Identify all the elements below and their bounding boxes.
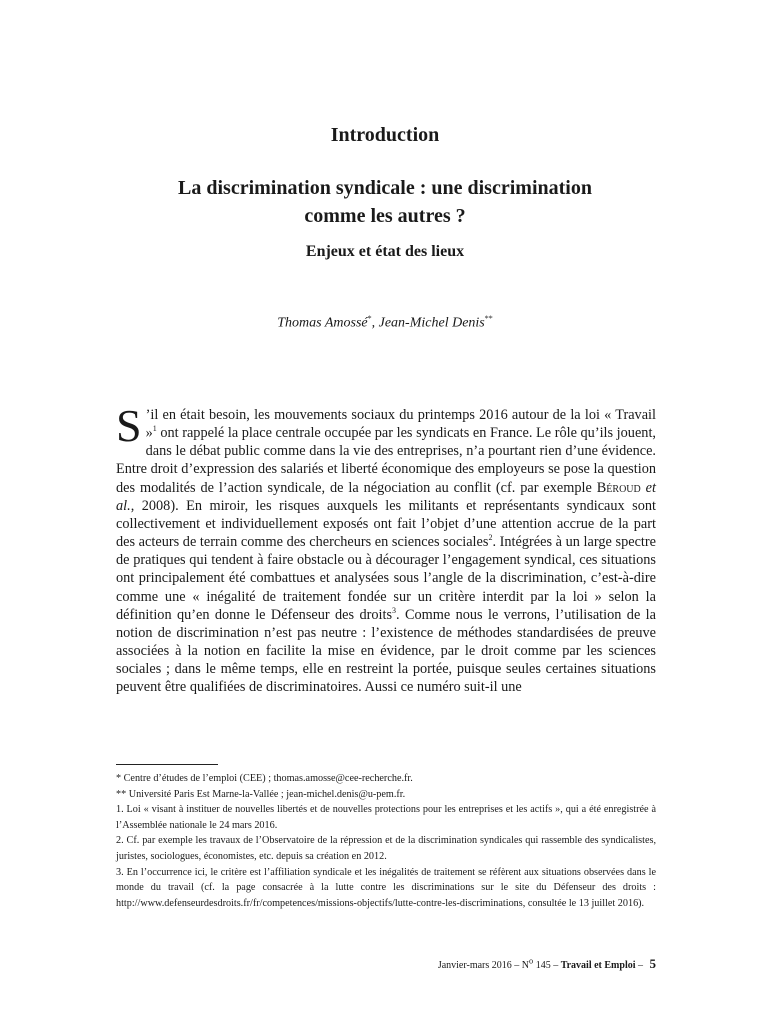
drop-cap: S — [116, 400, 142, 451]
article-subtitle: Enjeux et état des lieux — [305, 243, 465, 260]
author-separator: , — [371, 315, 379, 331]
article-title — [100, 174, 670, 230]
author-name: Thomas Amossé — [277, 315, 368, 331]
footnote: 1. Loi « visant à instituer de nouvelles libertés et de nouvelles protections pour les entreprises et les actifs », qui a été enregistrée à l’Assemblée nationale le 24 mars 2016. — [116, 804, 656, 831]
citation-etal: et al. — [116, 479, 656, 514]
body-text-segment: ’il en était besoin, les mouvements sociaux du printemps 2016 autour de la loi « Travail » — [145, 407, 656, 442]
footnote: 3. En l’occurrence ici, le critère est l’affiliation syndicale et les inégalités de traitement se réfèrent aux situations observées dans le monde du travail (cf. la page consacrée à la lutte contre les discriminations sur le site du Défenseur des droits : http://www.defenseurdesdroits.fr/fr/competences/missions-objectifs/lutte-contre-les-discriminations, consultée le 13 juillet 2016). — [116, 866, 656, 909]
footer-separator: – — [511, 960, 522, 971]
body-paragraph — [116, 400, 656, 697]
footnote: ** Université Paris Est Marne-la-Vallée ; jean-michel.denis@u-pem.fr. — [116, 788, 406, 800]
title-line-2: comme les autres ? — [304, 205, 466, 227]
running-footer — [438, 956, 656, 972]
footnote-ref: 3 — [392, 605, 397, 615]
citation-author: Béroud — [596, 479, 641, 496]
footnote: 2. Cf. par exemple les travaux de l’Observatoire de la répression et de la discrimination syndicales qui rassemble des syndicalistes, juristes, sociologues, économistes, etc. depuis sa création en 2012. — [116, 835, 656, 862]
body-text-segment: ont rappelé la place centrale occupée par les syndicats en France. Le rôle qu’ils jouent, dans le débat public comme dans la vie des entreprises, n’a pourtant rien d’une évidence. Entre droit d’expression des salariés et liberté économique des employeurs se pose la question des modalités de l’action syndicale, de la négociation au conflit (cf. par exemple — [116, 425, 656, 496]
issue-date: Janvier-mars 2016 — [437, 960, 512, 971]
issue-number: $N^o$ 145 — [521, 956, 551, 971]
page-number: 5 — [649, 956, 656, 971]
footnote-ref: 1 — [152, 424, 157, 434]
body-text-segment: . Comme nous le verrons, l’utilisation de la notion de discrimination n’est pas neutre : l’existence de méthodes standardisées de preuve associées à la notion en facilite la mise en évidence, par le droit comme par les sciences sociales ; dans le même temps, elle en restreint la portée, puisque seules certaines situations peuvent être qualifiées de discriminatoires. Aussi ce numéro suit-il une — [116, 606, 656, 696]
body-text-segment: . Intégrées à un large spectre de pratiques qui tendent à faire obstacle ou à décourager l’engagement syndical, ces situations ont principalement été combattues et analysées sous l’angle de la discrimination, c’est-à-dire comme une « inégalité de traitement fondée sur un critère interdit par la loi » selon la définition qu’en donne le Défenseur des droits — [116, 534, 656, 623]
footnote-ref: 2 — [488, 533, 493, 543]
author-footnote-mark: * — [367, 314, 372, 323]
section-heading: Introduction — [330, 124, 440, 146]
author-footnote-mark: ** — [484, 314, 493, 323]
title-line-1: La discrimination syndicale : une discrimination — [178, 177, 592, 199]
author-line — [0, 314, 770, 332]
journal-name: Travail et Emploi — [560, 960, 636, 971]
body-text-segment: , 2008). En miroir, les risques auxquels les militants et représentants syndicaux sont collectivement et individuellement exposés ont fait l’objet d’une attention accrue de la part des acteurs de terrain comme des chercheurs en sciences sociales — [116, 497, 656, 551]
footnote-divider — [116, 764, 218, 765]
author-name: Jean-Michel Denis — [378, 315, 485, 331]
footnotes — [116, 771, 656, 911]
footer-separator: – — [635, 960, 646, 971]
footnote: * Centre d’études de l’emploi (CEE) ; thomas.amosse@cee-recherche.fr. — [116, 773, 413, 784]
footer-separator: – — [550, 960, 561, 971]
